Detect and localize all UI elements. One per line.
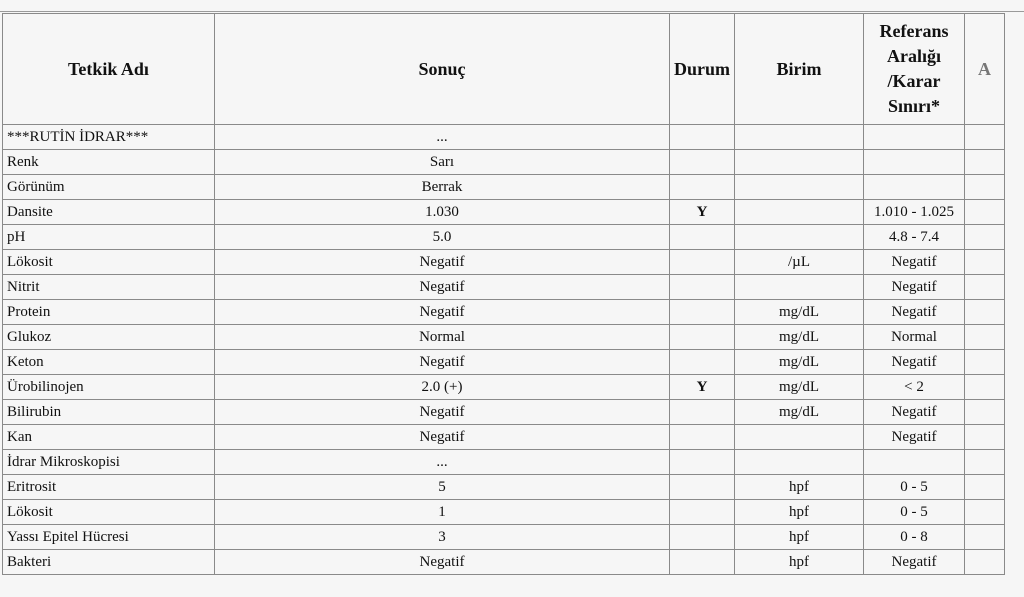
cell-extra bbox=[965, 200, 1005, 225]
cell-unit bbox=[735, 225, 864, 250]
table-row bbox=[3, 325, 1005, 350]
cell-unit bbox=[735, 125, 864, 150]
cell-flag bbox=[670, 300, 735, 325]
cell-test-name: Renk bbox=[3, 150, 215, 175]
cell-reference: 0 - 8 bbox=[864, 525, 965, 550]
cell-result: Negatif bbox=[215, 300, 670, 325]
table-row bbox=[3, 425, 1005, 450]
cell-unit: hpf bbox=[735, 550, 864, 575]
cell-test-name: Kan bbox=[3, 425, 215, 450]
cell-reference: Normal bbox=[864, 325, 965, 350]
cell-flag bbox=[670, 475, 735, 500]
cell-extra bbox=[965, 125, 1005, 150]
cell-flag: Y bbox=[670, 375, 735, 400]
lab-results-table bbox=[2, 13, 1005, 575]
cell-extra bbox=[965, 350, 1005, 375]
cell-result: Negatif bbox=[215, 250, 670, 275]
cell-unit: mg/dL bbox=[735, 375, 864, 400]
cell-extra bbox=[965, 275, 1005, 300]
cell-test-name: Eritrosit bbox=[3, 475, 215, 500]
cell-unit bbox=[735, 450, 864, 475]
cell-extra bbox=[965, 175, 1005, 200]
cell-flag bbox=[670, 400, 735, 425]
table-row bbox=[3, 375, 1005, 400]
cell-reference bbox=[864, 175, 965, 200]
cell-test-name: ***RUTİN İDRAR*** bbox=[3, 125, 215, 150]
cell-result: Negatif bbox=[215, 275, 670, 300]
cell-reference: 4.8 - 7.4 bbox=[864, 225, 965, 250]
header-test-name: Tetkik Adı bbox=[3, 14, 215, 125]
cell-result: 3 bbox=[215, 525, 670, 550]
cell-result: Negatif bbox=[215, 400, 670, 425]
cell-test-name: Görünüm bbox=[3, 175, 215, 200]
cell-unit: hpf bbox=[735, 475, 864, 500]
table-row bbox=[3, 525, 1005, 550]
table-row bbox=[3, 400, 1005, 425]
cell-unit: mg/dL bbox=[735, 300, 864, 325]
cell-unit: mg/dL bbox=[735, 400, 864, 425]
table-body bbox=[3, 125, 1005, 575]
cell-result: Negatif bbox=[215, 425, 670, 450]
cell-reference: Negatif bbox=[864, 400, 965, 425]
cell-reference: Negatif bbox=[864, 300, 965, 325]
cell-flag bbox=[670, 350, 735, 375]
table-row bbox=[3, 550, 1005, 575]
cell-flag bbox=[670, 525, 735, 550]
cell-extra bbox=[965, 375, 1005, 400]
cell-extra bbox=[965, 150, 1005, 175]
cell-test-name: İdrar Mikroskopisi bbox=[3, 450, 215, 475]
cell-flag bbox=[670, 425, 735, 450]
cell-unit: mg/dL bbox=[735, 325, 864, 350]
cell-result: ... bbox=[215, 125, 670, 150]
cell-result: Negatif bbox=[215, 550, 670, 575]
cell-test-name: Keton bbox=[3, 350, 215, 375]
header-unit: Birim bbox=[735, 14, 864, 125]
cell-unit bbox=[735, 175, 864, 200]
cell-extra bbox=[965, 450, 1005, 475]
cell-reference: 0 - 5 bbox=[864, 475, 965, 500]
header-result: Sonuç bbox=[215, 14, 670, 125]
table-row bbox=[3, 450, 1005, 475]
cell-unit: hpf bbox=[735, 500, 864, 525]
cell-flag bbox=[670, 450, 735, 475]
table-row bbox=[3, 475, 1005, 500]
cell-test-name: Bakteri bbox=[3, 550, 215, 575]
cell-result: Normal bbox=[215, 325, 670, 350]
cell-result: 1 bbox=[215, 500, 670, 525]
cell-result: 5.0 bbox=[215, 225, 670, 250]
table-row bbox=[3, 350, 1005, 375]
table-row bbox=[3, 500, 1005, 525]
cell-result: Negatif bbox=[215, 350, 670, 375]
cell-unit: /µL bbox=[735, 250, 864, 275]
cell-reference bbox=[864, 450, 965, 475]
cell-test-name: Nitrit bbox=[3, 275, 215, 300]
top-divider bbox=[0, 0, 1024, 12]
cell-extra bbox=[965, 300, 1005, 325]
cell-unit bbox=[735, 200, 864, 225]
table-row bbox=[3, 125, 1005, 150]
cell-result: ... bbox=[215, 450, 670, 475]
table-row bbox=[3, 150, 1005, 175]
cell-flag bbox=[670, 175, 735, 200]
cell-test-name: Ürobilinojen bbox=[3, 375, 215, 400]
cell-result: 1.030 bbox=[215, 200, 670, 225]
cell-unit bbox=[735, 150, 864, 175]
table-row bbox=[3, 250, 1005, 275]
cell-extra bbox=[965, 250, 1005, 275]
table-header-row bbox=[3, 14, 1005, 125]
cell-unit: hpf bbox=[735, 525, 864, 550]
cell-unit bbox=[735, 275, 864, 300]
cell-reference: Negatif bbox=[864, 425, 965, 450]
table-row bbox=[3, 200, 1005, 225]
cell-result: 5 bbox=[215, 475, 670, 500]
cell-flag: Y bbox=[670, 200, 735, 225]
header-flag: Durum bbox=[670, 14, 735, 125]
cell-extra bbox=[965, 400, 1005, 425]
cell-test-name: pH bbox=[3, 225, 215, 250]
table-row bbox=[3, 175, 1005, 200]
header-reference: Referans Aralığı /Karar Sınırı* bbox=[864, 14, 965, 125]
cell-reference: Negatif bbox=[864, 250, 965, 275]
cell-extra bbox=[965, 475, 1005, 500]
cell-unit: mg/dL bbox=[735, 350, 864, 375]
cell-flag bbox=[670, 550, 735, 575]
cell-result: Sarı bbox=[215, 150, 670, 175]
cell-extra bbox=[965, 425, 1005, 450]
cell-result: 2.0 (+) bbox=[215, 375, 670, 400]
cell-extra bbox=[965, 225, 1005, 250]
cell-result: Berrak bbox=[215, 175, 670, 200]
cell-test-name: Dansite bbox=[3, 200, 215, 225]
cell-test-name: Yassı Epitel Hücresi bbox=[3, 525, 215, 550]
cell-test-name: Lökosit bbox=[3, 250, 215, 275]
cell-reference bbox=[864, 150, 965, 175]
cell-test-name: Glukoz bbox=[3, 325, 215, 350]
cell-flag bbox=[670, 225, 735, 250]
table-row bbox=[3, 300, 1005, 325]
cell-flag bbox=[670, 275, 735, 300]
table-row bbox=[3, 225, 1005, 250]
cell-reference: Negatif bbox=[864, 350, 965, 375]
cell-flag bbox=[670, 250, 735, 275]
cell-reference bbox=[864, 125, 965, 150]
cell-reference: Negatif bbox=[864, 550, 965, 575]
cell-reference: < 2 bbox=[864, 375, 965, 400]
cell-test-name: Bilirubin bbox=[3, 400, 215, 425]
cell-extra bbox=[965, 550, 1005, 575]
table-row bbox=[3, 275, 1005, 300]
cell-flag bbox=[670, 150, 735, 175]
cell-reference: Negatif bbox=[864, 275, 965, 300]
cell-reference: 1.010 - 1.025 bbox=[864, 200, 965, 225]
cell-extra bbox=[965, 325, 1005, 350]
cell-flag bbox=[670, 500, 735, 525]
cell-flag bbox=[670, 325, 735, 350]
cell-extra bbox=[965, 525, 1005, 550]
cell-reference: 0 - 5 bbox=[864, 500, 965, 525]
cell-test-name: Lökosit bbox=[3, 500, 215, 525]
cell-extra bbox=[965, 500, 1005, 525]
cell-unit bbox=[735, 425, 864, 450]
cell-test-name: Protein bbox=[3, 300, 215, 325]
cell-flag bbox=[670, 125, 735, 150]
header-extra: A bbox=[965, 14, 1005, 125]
